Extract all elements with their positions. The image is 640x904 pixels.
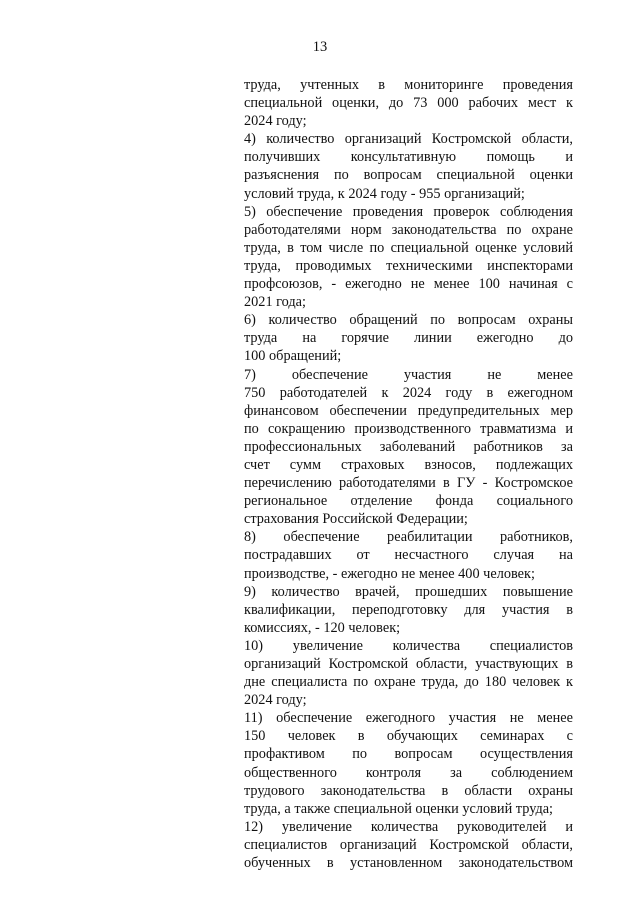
text-line: организаций Костромской области, участвующих в bbox=[244, 656, 573, 672]
text-line: 6) количество обращений по вопросам охраны bbox=[244, 312, 573, 329]
text-line: 12) увеличение количества руководителей и bbox=[244, 818, 573, 835]
text-line: разъяснения по вопросам специальной оценки bbox=[244, 167, 573, 184]
text-line: специальной оценки, до 73 000 рабочих мест к bbox=[244, 95, 573, 112]
text-line: общественного контроля за соблюдением bbox=[244, 764, 573, 781]
text-line: комиссиях, - 120 человек; bbox=[244, 619, 401, 636]
text-line: 2021 года; bbox=[244, 294, 307, 311]
text-line: по сокращению производственного травматизма и bbox=[244, 420, 573, 437]
text-line: пострадавших от несчастного случая на bbox=[244, 547, 573, 564]
text-line: 7) обеспечение участия не менее bbox=[244, 366, 573, 383]
text-line: 2024 году; bbox=[244, 113, 307, 130]
text-line: 9) количество врачей, прошедших повышение bbox=[244, 583, 573, 600]
text-line: трудового законодательства в области охраны bbox=[244, 782, 573, 799]
text-line: перечислению работодателями в ГУ - Костромское bbox=[244, 475, 573, 492]
text-line: обученных в установленном законодательством bbox=[244, 855, 573, 872]
text-line: финансовом обеспечении предупредительных мер bbox=[244, 402, 573, 419]
text-line: 100 обращений; bbox=[244, 348, 342, 365]
text-line: труда, в том числе по специальной оценке условий bbox=[244, 239, 573, 256]
text-line: труда, проводимых техническими инспекторами bbox=[244, 257, 573, 274]
text-line: 8) обеспечение реабилитации работников, bbox=[244, 529, 573, 546]
text-line: работодателями норм законодательства по охране bbox=[244, 221, 573, 238]
text-line: 750 работодателей к 2024 году в ежегодном bbox=[244, 384, 573, 401]
text-line: страхования Российской Федерации; bbox=[244, 511, 468, 528]
text-line: дне специалиста по охране труда, до 180 человек к bbox=[244, 674, 573, 691]
text-line: труда, а также специальной оценки условий труда; bbox=[244, 800, 554, 817]
text-line: специалистов организаций Костромской области, bbox=[244, 836, 573, 853]
text-line: 150 человек в обучающих семинарах с bbox=[244, 728, 573, 745]
text-line: профактивом по вопросам осуществления bbox=[244, 746, 573, 763]
text-line: 11) обеспечение ежегодного участия не менее bbox=[244, 710, 573, 727]
text-line: региональное отделение фонда социального bbox=[244, 493, 573, 510]
text-line: профессиональных заболеваний работников за bbox=[244, 438, 573, 455]
text-line: условий труда, к 2024 году - 955 организаций; bbox=[244, 185, 525, 202]
text-line: производстве, - ежегодно не менее 400 человек; bbox=[244, 565, 535, 582]
text-line: 2024 году; bbox=[244, 692, 307, 709]
page-number: 13 bbox=[312, 39, 328, 55]
text-line: труда на горячие линии ежегодно до bbox=[244, 330, 573, 347]
text-line: 4) количество организаций Костромской области, bbox=[244, 131, 573, 148]
text-line: 10) увеличение количества специалистов bbox=[244, 637, 573, 654]
text-line: квалификации, переподготовку для участия в bbox=[244, 601, 573, 618]
text-line: получивших консультативную помощь и bbox=[244, 149, 573, 166]
document-body-text bbox=[244, 76, 573, 872]
text-line: профсоюзов, - ежегодно не менее 100 начиная с bbox=[244, 276, 573, 293]
text-line: 5) обеспечение проведения проверок соблюдения bbox=[244, 203, 573, 220]
text-line: труда, учтенных в мониторинге проведения bbox=[244, 77, 573, 93]
text-line: счет сумм страховых взносов, подлежащих bbox=[244, 456, 573, 473]
